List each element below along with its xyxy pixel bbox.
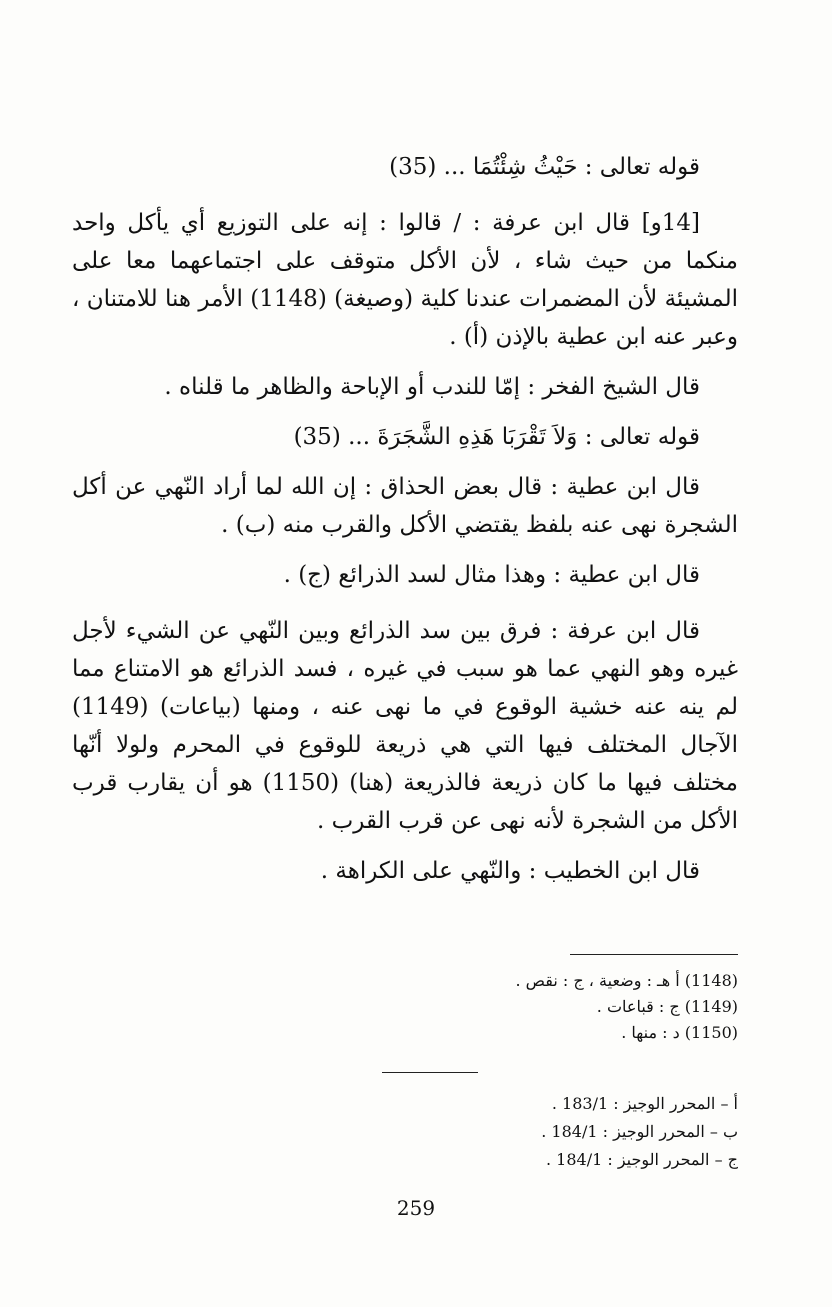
footnote-divider (570, 954, 738, 955)
paragraph-4: قال ابن عطية : وهذا مثال لسد الذرائع (ج) . (283, 562, 700, 588)
paragraph-2: قال الشيخ الفخر : إمّا للندب أو الإباحة والظاهر ما قلناه . (164, 374, 700, 400)
references (258, 1090, 738, 1174)
reference-item: أ – المحرر الوجيز : 183/1 . (551, 1094, 738, 1113)
page-number: 259 (396, 1196, 436, 1220)
verse-heading-1: قوله تعالى : حَيْثُ شِئْتُمَا ... (35) (389, 154, 700, 180)
reference-item: ب – المحرر الوجيز : 184/1 . (541, 1122, 738, 1141)
footnote-item: (1148) أ هـ : وضعية ، ج : نقص . (515, 971, 738, 990)
footnotes (258, 968, 738, 1046)
paragraph-1: [14و] قال ابن عرفة : / قالوا : إنه على التوزيع أي يأكل واحد منكما من حيث شاء ، لأن الأكل متوقف على اجتماعهما معا على المشيئة لأن المضمرات عندنا كلية (وصيغة) (1148) الأمر هنا للامتنان ، وعبر عنه ابن عطية بالإذن (أ) . (72, 210, 739, 350)
paragraph-5: قال ابن عرفة : فرق بين سد الذرائع وبين النّهي عن الشيء لأجل غيره وهو النهي عما هو سبب في غيره ، فسد الذرائع هو الامتناع مما لم ينه عنه خشية الوقوع في ما نهى عنه ، ومنها (بياعات) (1149) الآجال المختلف فيها التي هي ذريعة للوقوع في المحرم ولولا أنّها مختلف فيها ما كان ذريعة فالذريعة (هنا) (1150) هو أن يقارب قرب الأكل من الشجرة لأنه نهى عن قرب القرب . (72, 618, 738, 834)
references-divider (382, 1072, 478, 1073)
reference-item: ج – المحرر الوجيز : 184/1 . (545, 1150, 738, 1169)
paragraph-6: قال ابن الخطيب : والنّهي على الكراهة . (320, 858, 700, 884)
paragraph-3: قال ابن عطية : قال بعض الحذاق : إن الله لما أراد النّهي عن أكل الشجرة نهى عنه بلفظ يقتضي الأكل والقرب منه (ب) . (72, 474, 738, 538)
verse-heading-2: قوله تعالى : وَلاَ تَقْرَبَا هَذِهِ الشَّجَرَةَ ... (35) (293, 424, 700, 450)
footnote-item: (1149) ج : قباعات . (596, 997, 738, 1016)
main-text (72, 148, 738, 890)
footnote-item: (1150) د : منها . (621, 1023, 738, 1042)
